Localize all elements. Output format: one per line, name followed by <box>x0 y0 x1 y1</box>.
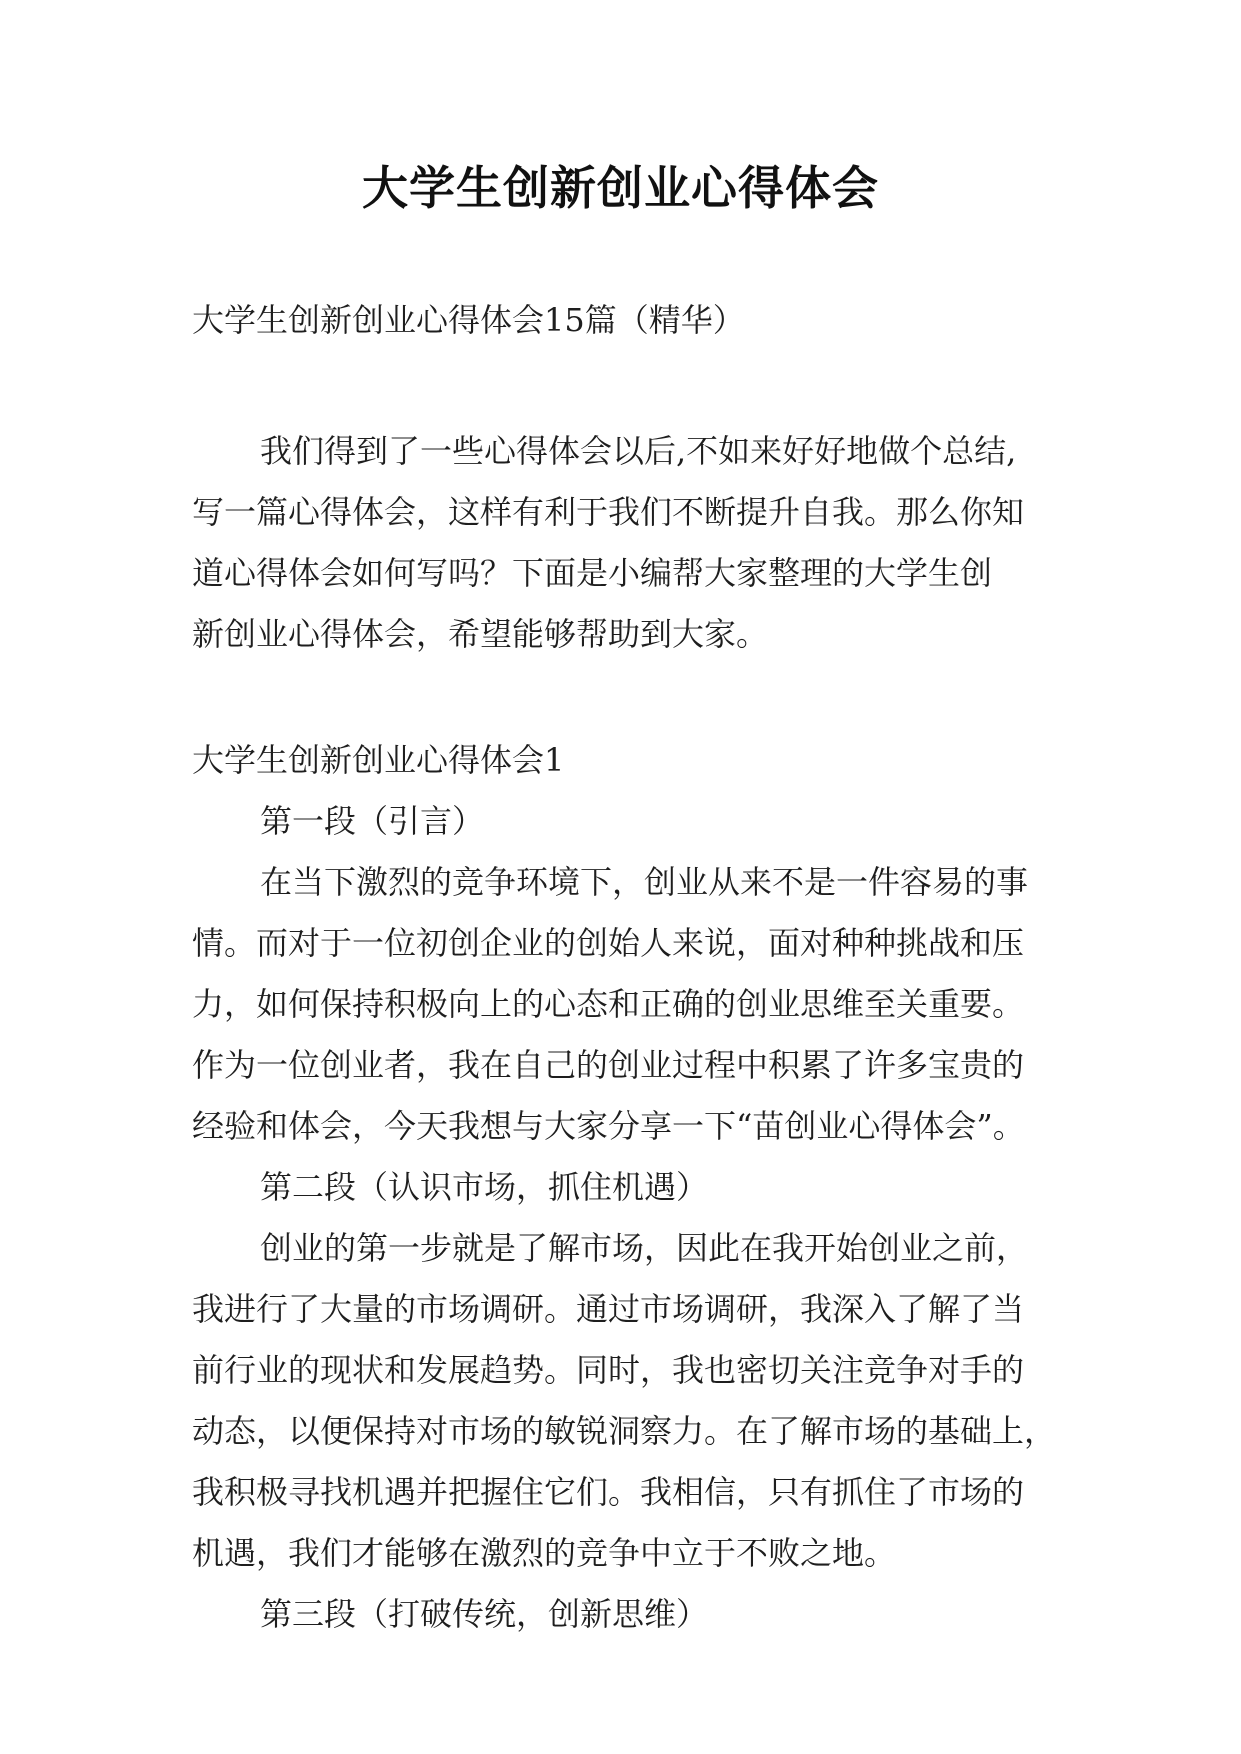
paragraph-line: 动态，以便保持对市场的敏锐洞察力。在了解市场的基础上， <box>192 1412 1057 1450</box>
paragraph-line: 力，如何保持积极向上的心态和正确的创业思维至关重要。 <box>192 985 1025 1023</box>
paragraph-line: 在当下激烈的竞争环境下，创业从来不是一件容易的事 <box>260 863 1029 901</box>
paragraph-heading-2: 第二段（认识市场，抓住机遇） <box>260 1168 709 1206</box>
document-title: 大学生创新创业心得体会 <box>362 161 879 215</box>
intro-line: 新创业心得体会，希望能够帮助到大家。 <box>192 615 769 653</box>
paragraph-2 <box>192 1218 1060 1584</box>
paragraph-line: 创业的第一步就是了解市场，因此在我开始创业之前， <box>260 1229 1029 1267</box>
intro-line: 道心得体会如何写吗？下面是小编帮大家整理的大学生创 <box>192 554 993 592</box>
document-subtitle: 大学生创新创业心得体会15篇（精华） <box>192 301 745 339</box>
paragraph-heading-3: 第三段（打破传统，创新思维） <box>260 1595 709 1633</box>
paragraph-line: 我进行了大量的市场调研。通过市场调研，我深入了解了当 <box>192 1290 1025 1328</box>
paragraph-line: 经验和体会，今天我想与大家分享一下“苗创业心得体会”。 <box>192 1107 1025 1145</box>
paragraph-line: 前行业的现状和发展趋势。同时，我也密切关注竞争对手的 <box>192 1351 1025 1389</box>
document-body <box>192 290 1060 1645</box>
paragraph-heading-1: 第一段（引言） <box>260 802 485 840</box>
intro-line: 写一篇心得体会，这样有利于我们不断提升自我。那么你知 <box>192 493 1025 531</box>
paragraph-line: 我积极寻找机遇并把握住它们。我相信，只有抓住了市场的 <box>192 1473 1025 1511</box>
spacer <box>192 351 1060 421</box>
intro-paragraph <box>192 421 1060 665</box>
spacer <box>192 665 1060 730</box>
section-heading: 大学生创新创业心得体会1 <box>192 741 565 779</box>
paragraph-line: 情。而对于一位初创企业的创始人来说，面对种种挑战和压 <box>192 924 1025 962</box>
intro-line: 我们得到了一些心得体会以后,不如来好好地做个总结, <box>260 432 1017 470</box>
paragraph-1 <box>192 852 1060 1157</box>
paragraph-line: 机遇，我们才能够在激烈的竞争中立于不败之地。 <box>192 1534 897 1572</box>
paragraph-line: 作为一位创业者，我在自己的创业过程中积累了许多宝贵的 <box>192 1046 1025 1084</box>
